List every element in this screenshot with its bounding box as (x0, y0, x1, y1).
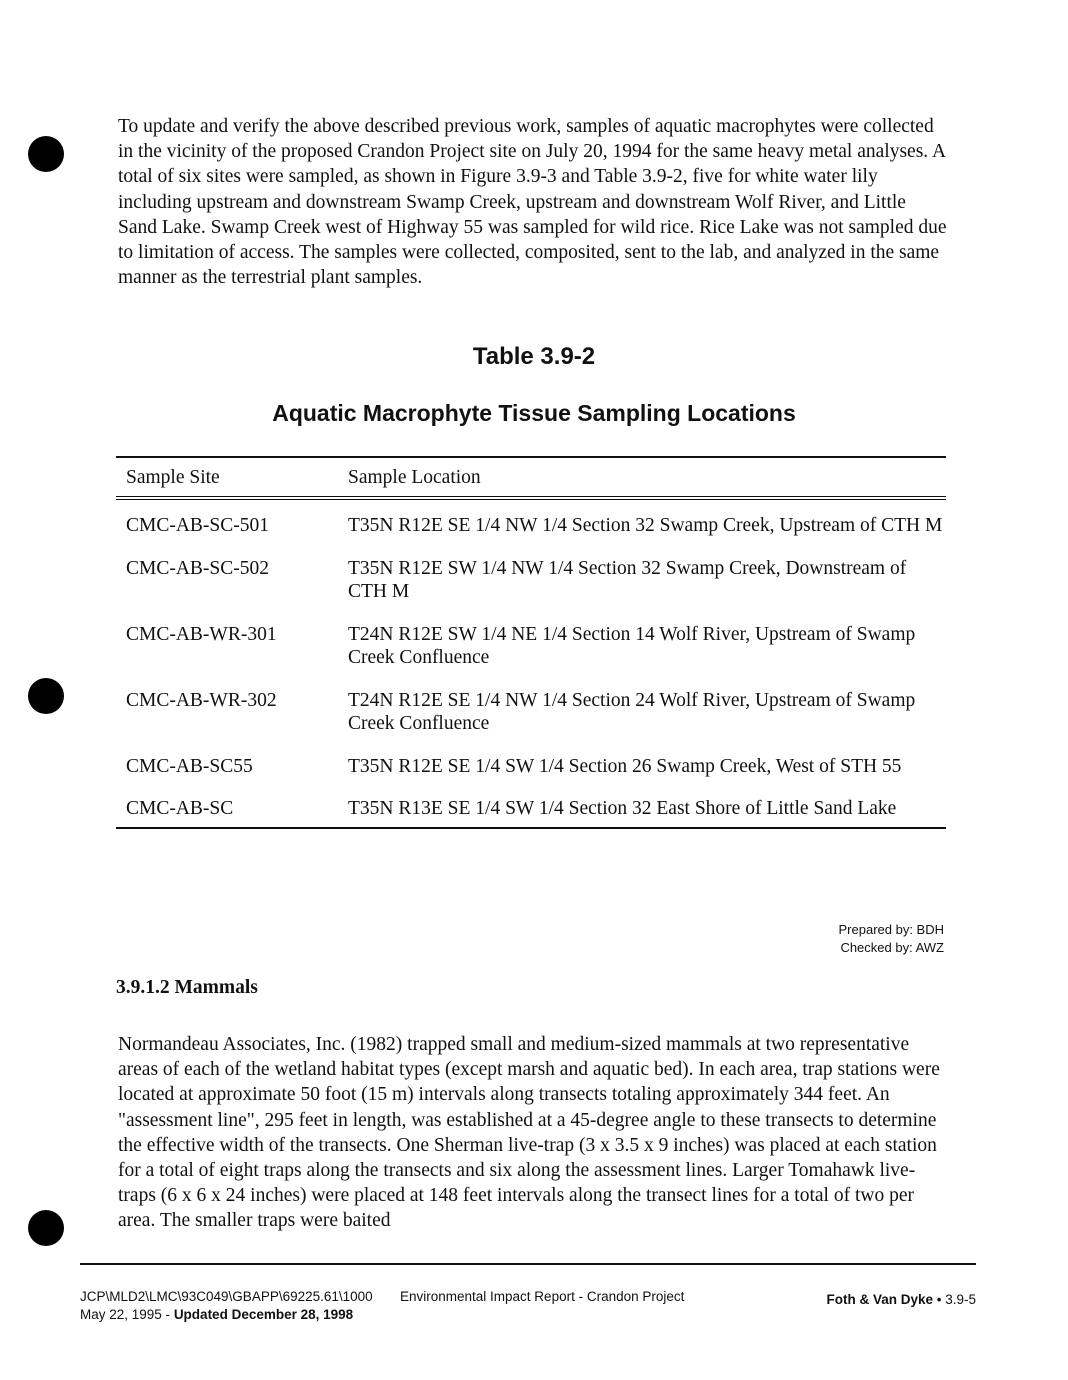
footer-page-number: • 3.9-5 (936, 1292, 976, 1307)
sample-location-cell: T35N R12E SW 1/4 NW 1/4 Section 32 Swamp Creek, Downstream of CTH M (348, 557, 907, 602)
sample-site-cell: CMC-AB-SC-501 (126, 515, 270, 536)
prepared-by: Prepared by: BDH (838, 922, 944, 937)
section-heading: 3.9.1.2 Mammals (116, 977, 258, 998)
intro-paragraph: To update and verify the above described previous work, samples of aquatic macrophytes were collected in the vicinity of the proposed Crandon Project site on July 20, 1994 for the same heavy metal analyses. A total of six sites were sampled, as shown in Figure 3.9-3 and Table 3.9-2, five for white water lily including upstream and downstream Swamp Creek, upstream and downstream Wolf River, and Little Sand Lake. Swamp Creek west of Highway 55 was sampled for wild rice. Rice Lake was not sampled due to limitation of access. The samples were collected, composited, sent to the lab, and analyzed in the same manner as the terrestrial plant samples. (118, 116, 947, 289)
table-row (116, 623, 946, 670)
binder-hole-bottom (28, 1210, 64, 1246)
binder-hole-middle (28, 678, 64, 714)
sampling-locations-table (116, 456, 946, 829)
footer-file-path: JCP\MLD2\LMC\93C049\GBAPP\69225.61\1000 (80, 1289, 373, 1304)
sample-site-cell: CMC-AB-SC (126, 798, 234, 819)
table-header-row (116, 458, 946, 500)
footer-date (80, 1306, 373, 1324)
sample-site-cell: CMC-AB-SC55 (126, 755, 253, 777)
footer-updated-date: Updated December 28, 1998 (173, 1307, 354, 1322)
sample-site-cell: CMC-AB-SC-502 (126, 557, 270, 579)
footer-report-title: Environmental Impact Report - Crandon Project (400, 1289, 685, 1304)
binder-hole-top (28, 136, 64, 172)
footer-right (826, 1291, 976, 1309)
table-row (116, 797, 946, 821)
table-row (116, 557, 946, 604)
footer-divider (80, 1263, 976, 1265)
sample-site-cell: CMC-AB-WR-302 (126, 689, 277, 711)
table-row (116, 689, 946, 736)
sample-location-cell: T35N R12E SE 1/4 SW 1/4 Section 26 Swamp Creek, West of STH 55 (348, 755, 902, 777)
table-body (116, 500, 946, 827)
table-number: Table 3.9-2 (472, 343, 596, 370)
preparation-credits (839, 921, 945, 957)
footer-original-date: May 22, 1995 - (80, 1307, 174, 1322)
sample-location-cell: T24N R12E SE 1/4 NW 1/4 Section 24 Wolf River, Upstream of Swamp Creek Confluence (348, 689, 916, 734)
footer-left (80, 1288, 373, 1324)
table-row (116, 755, 946, 779)
header-sample-site: Sample Site (126, 467, 220, 488)
mammals-paragraph: Normandeau Associates, Inc. (1982) trapped small and medium-sized mammals at two representative areas of each of the wetland habitat types (except marsh and aquatic bed). In each area, trap stations were located at approximate 50 foot (15 m) intervals along transects totaling approximately 344 feet. An "assessment line", 295 feet in length, was established at a 45-degree angle to these transects to determine the effective width of the transects. One Sherman live-trap (3 x 3.5 x 9 inches) was placed at each station for a total of eight traps along the transects and six along the assessment lines. Larger Tomahawk live-traps (6 x 6 x 24 inches) were placed at 148 feet intervals along the transect lines for a total of two per area. The smaller traps were baited (118, 1034, 940, 1232)
table-title: Aquatic Macrophyte Tissue Sampling Locations (272, 400, 796, 426)
checked-by: Checked by: AWZ (840, 940, 944, 955)
sample-location-cell: T35N R13E SE 1/4 SW 1/4 Section 32 East Shore of Little Sand Lake (348, 798, 897, 819)
sample-location-cell: T35N R12E SE 1/4 NW 1/4 Section 32 Swamp Creek, Upstream of CTH M (348, 515, 943, 536)
header-sample-location: Sample Location (348, 467, 481, 488)
table-row (116, 514, 946, 538)
sample-location-cell: T24N R12E SW 1/4 NE 1/4 Section 14 Wolf River, Upstream of Swamp Creek Confluence (348, 623, 916, 668)
footer-firm: Foth & Van Dyke (826, 1292, 933, 1307)
sample-site-cell: CMC-AB-WR-301 (126, 623, 277, 645)
